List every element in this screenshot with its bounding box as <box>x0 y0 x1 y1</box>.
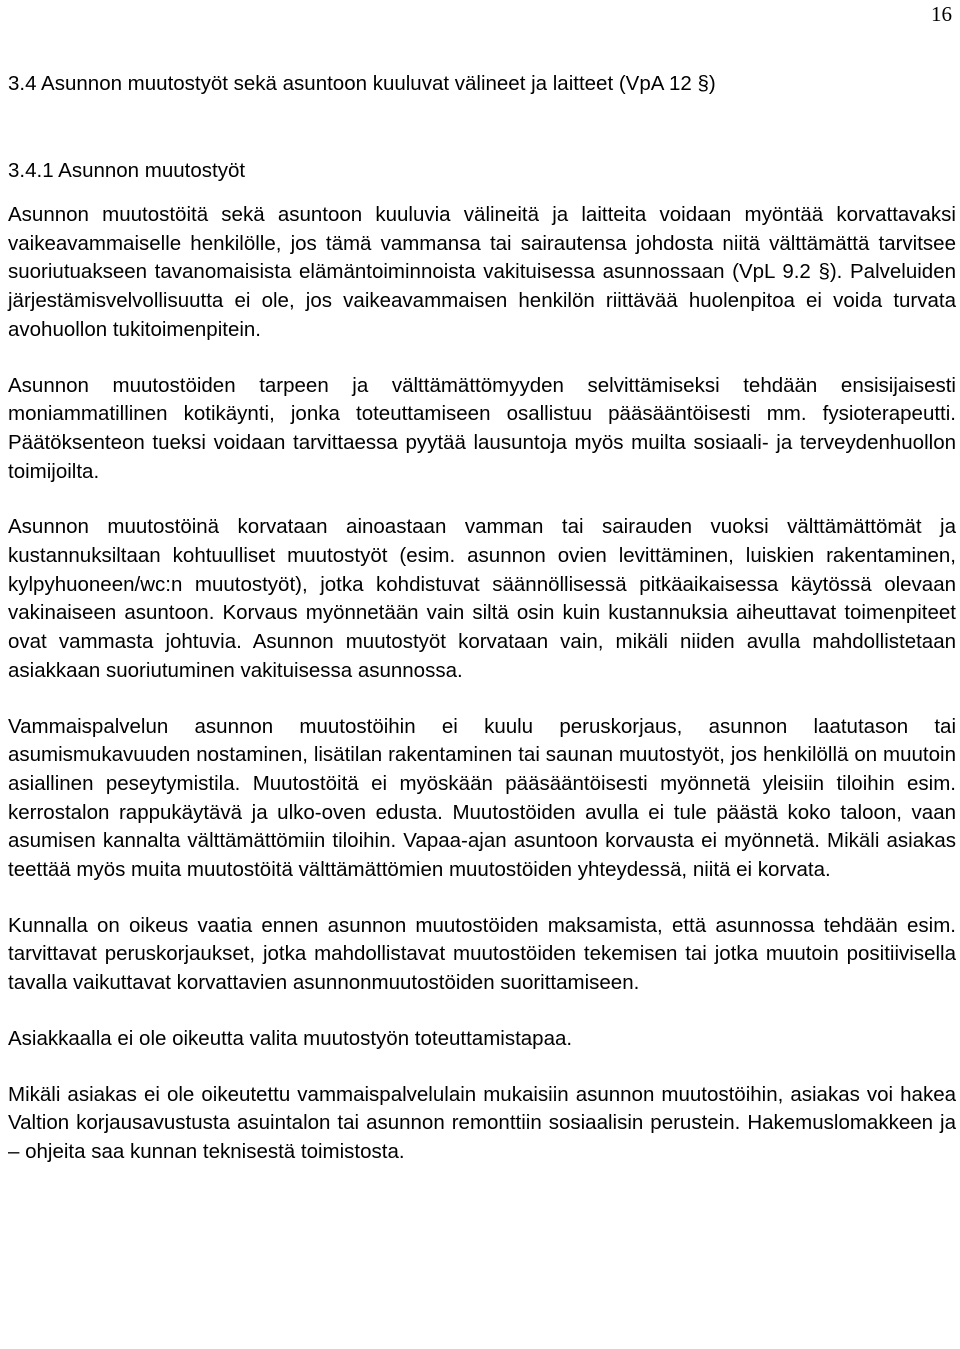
paragraph-eligibility: Asunnon muutostöitä sekä asuntoon kuuluvia välineitä ja laitteita voidaan myöntää korvattavaksi vaikeavammaiselle henkilölle, jos tämä vammansa tai sairautensa johdosta niitä välttämättä tarvitsee suoriutuakseen tavanomaisista elämäntoiminnoista vakituisessa asunnossaan (VpL 9.2 §). Palveluiden järjestämisvelvollisuutta ei ole, jos vaikeavammaisen henkilön riittävää huolenpitoa ei voida turvata avohuollon tukitoimenpitein. <box>8 203 956 341</box>
paragraph-assessment: Asunnon muutostöiden tarpeen ja välttämättömyyden selvittämiseksi tehdään ensisijaisesti moniammatillinen kotikäynti, jonka toteuttamiseen osallistuu pääsääntöisesti mm. fysioterapeutti. Päätöksenteon tueksi voidaan tarvittaessa pyytää lausuntoja myös muilta sosiaali- ja terveydenhuollon toimijoilta. <box>8 373 956 483</box>
paragraph-client-choice: Asiakkaalla ei ole oikeutta valita muutostyön toteuttamistapaa. <box>8 1026 573 1050</box>
page-number: 16 <box>931 2 952 26</box>
paragraph-state-grant: Mikäli asiakas ei ole oikeutettu vammaispalvelulain mukaisiin asunnon muutostöihin, asiakas voi hakea Valtion korjausavustusta asuintalon tai asunnon remonttiin sosiaalisin perustein. Hakemuslomakkeen ja – ohjeita saa kunnan teknisestä toimistosta. <box>8 1082 956 1163</box>
document-body <box>8 70 956 1167</box>
subsection-heading: 3.4.1 Asunnon muutostyöt <box>8 159 246 182</box>
paragraph-municipality-rights: Kunnalla on oikeus vaatia ennen asunnon muutostöiden maksamista, että asunnossa tehdään esim. tarvittavat peruskorjaukset, jotka mahdollistavat muutostöiden tekemisen tai jotka muutoin positiivisella tavalla vaikuttavat korvattavien asunnonmuutostöiden suorittamiseen. <box>8 913 956 995</box>
paragraph-exclusions: Vammaispalvelun asunnon muutostöihin ei kuulu peruskorjaus, asunnon laatutason tai asumismukavuuden nostaminen, lisätilan rakentaminen tai saunan muutostyöt, jos henkilöllä on muutoin asiallinen peseytymistila. Muutostöitä ei myöskään pääsääntöisesti myönnetä yleisiin tiloihin esim. kerrostalon rappukäytävä ja ulko-oven edusta. Muutostöiden avulla ei tule päästä koko taloon, vaan asumisen kannalta välttämättömiin tiloihin. Vapaa-ajan asuntoon korvausta ei myönnetä. Mikäli asiakas teettää myös muita muutostöitä välttämättömien muutostöiden yhteydessä, niitä ei korvata. <box>8 714 956 882</box>
paragraph-covered-work: Asunnon muutostöinä korvataan ainoastaan vamman tai sairauden vuoksi välttämättömät ja kustannuksiltaan kohtuulliset muutostyöt (esim. asunnon ovien levittäminen, luiskien rakentaminen, kylpyhuoneen/wc:n muutostyöt), jotka kohdistuvat säännöllisessä pitkäaikaisessa käytössä olevaan vakinaiseen asuntoon. Korvaus myönnetään vain siltä osin kuin kustannuksia aiheuttavat toimenpiteet ovat vammasta johtuvia. Asunnon muutostyöt korvataan vain, mikäli niiden avulla mahdollistetaan asiakkaan suoriutuminen vakituisessa asunnossa. <box>8 515 956 682</box>
section-heading: 3.4 Asunnon muutostyöt sekä asuntoon kuuluvat välineet ja laitteet (VpA 12 §) <box>8 72 716 95</box>
